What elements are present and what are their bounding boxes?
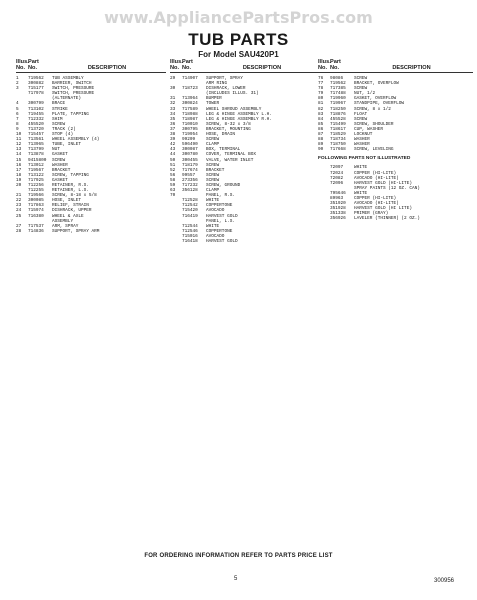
parts-row (318, 216, 473, 221)
part-description: BUMPER (206, 96, 222, 102)
part-description: CUP, WASHER (354, 126, 383, 132)
illus-number: 86 (318, 126, 324, 132)
header-part-no-label: No. (330, 65, 340, 71)
illus-number: 4 (16, 101, 19, 107)
header-part-no-label: No. (182, 65, 192, 71)
illus-number: 44 (170, 152, 176, 158)
part-description: SCREW, SHOULDER (354, 121, 394, 127)
part-description: SHIM (52, 116, 63, 122)
part-description: SCREW (354, 116, 368, 122)
part-number: 718250 (330, 106, 346, 112)
part-number: 718723 (182, 86, 198, 92)
part-description: BRACKET (52, 167, 71, 173)
part-description: BARRIER, SWITCH (52, 81, 92, 87)
model-subtitle: For Model SAU420P1 (198, 50, 279, 59)
part-description: NUT, 1/2 (354, 91, 376, 97)
illus-number: 81 (318, 101, 324, 107)
illus-number: 83 (318, 111, 324, 117)
part-number: 718750 (330, 142, 346, 148)
illus-number: 18 (16, 172, 22, 178)
part-description: CLAMP (206, 188, 220, 194)
header-description: DESCRIPTION (87, 65, 127, 71)
illus-number: 79 (318, 91, 324, 97)
header-illus-no (318, 59, 330, 71)
header-description: DESCRIPTION (242, 65, 282, 71)
illus-number: 82 (318, 106, 324, 112)
part-number: 717589 (182, 106, 198, 112)
part-number: 72082 (330, 175, 344, 181)
part-description: SCREW (206, 162, 220, 168)
part-description: SCREW (354, 86, 368, 92)
part-number: 596490 (182, 142, 198, 148)
part-description: STRIKE (52, 106, 68, 112)
part-description: NUT (52, 147, 60, 153)
part-number: 718617 (330, 126, 346, 132)
part-description: LEG & HINGE ASSEMBLY L.H. (206, 111, 272, 117)
part-description: SCREW, 8-32 x 3/8 (206, 121, 251, 127)
part-number: 714907 (182, 76, 198, 81)
illus-number: 30 (170, 86, 176, 92)
part-description: GASKET, OVERFLOW (354, 96, 397, 102)
illus-number: 34 (170, 111, 176, 117)
illus-number: 39 (170, 137, 176, 143)
column-header (16, 59, 166, 73)
header-part-no (330, 59, 350, 71)
not-illustrated-notice: FOLLOWING PARTS NOT ILLUSTRATED (318, 156, 411, 162)
ordering-note: FOR ORDERING INFORMATION REFER TO PARTS PRICE LIST (144, 553, 333, 559)
part-description: SWITCH, PRESSURE (52, 86, 95, 92)
part-number: 300799 (28, 101, 44, 107)
header-illus-no (16, 59, 28, 71)
part-number: 719562 (28, 76, 44, 81)
illus-number: 10 (16, 132, 22, 138)
illus-number: 15 (16, 157, 22, 163)
part-description: HARVEST GOLD (206, 239, 238, 244)
part-number: 712546 (182, 228, 198, 234)
part-description: WHITE (206, 198, 220, 204)
part-description: ARM RING (206, 81, 228, 87)
part-number: 713122 (28, 172, 44, 178)
part-number: 717232 (182, 182, 198, 188)
part-description: WASHER (354, 137, 370, 143)
part-number: 713561 (28, 137, 44, 143)
part-description: LAVELER (THINNER) (2 OZ.) (354, 216, 420, 222)
part-description: SCREW (52, 121, 66, 127)
part-description: COVER, TERMINAL BOX (206, 152, 257, 158)
illus-number: 77 (318, 81, 324, 87)
part-number: 72024 (330, 170, 344, 176)
part-description: CLAMP (206, 142, 220, 148)
header-description: DESCRIPTION (392, 65, 431, 71)
part-description: SPRAY PAINTS (12 OZ. CAN) (354, 185, 420, 191)
part-number: 717668 (330, 147, 346, 153)
part-description: VALVE, WATER INLET (206, 157, 254, 163)
parts-row (318, 147, 473, 152)
part-description: BRACKET, MOUNTING (206, 126, 251, 132)
part-number: 713964 (182, 96, 198, 102)
part-number: 455528 (330, 116, 346, 122)
illus-number: 6 (16, 111, 19, 117)
part-description: LEG & HINGE ASSEMBLY R.H. (206, 116, 272, 122)
illus-number: 85 (318, 121, 324, 127)
part-number: 717925 (28, 177, 44, 183)
part-description: ARM, SPRAY (52, 223, 79, 229)
document-code: 300956 (434, 578, 455, 584)
header-part-no (28, 59, 48, 71)
header-no-label: No. (16, 65, 26, 71)
part-description: GASKET (52, 152, 68, 158)
part-description: (INCLUDES ILLUS. 31) (206, 91, 259, 97)
part-description: WHEEL ASSEMBLY (4) (52, 137, 100, 143)
part-description: (ALTERNATE) (52, 96, 81, 102)
illus-number: 43 (170, 147, 176, 153)
part-description: PLATE, TAPPING (52, 111, 89, 117)
part-description: BRACE (52, 101, 66, 107)
part-description: HARVEST GOLD (HI-LITE) (354, 180, 412, 186)
page-title: TUB PARTS (188, 30, 289, 49)
part-number: 300795 (182, 126, 198, 132)
part-number: 715499 (330, 121, 346, 127)
illus-number: 13 (16, 147, 22, 153)
part-description: AVOCADO (206, 208, 225, 214)
parts-column-3 (318, 59, 473, 221)
illus-number: 63 (170, 188, 176, 194)
illus-number: 51 (170, 162, 176, 168)
part-description: SUPPORT, SPRAY ARM (52, 228, 100, 234)
part-number: 719960 (330, 96, 346, 102)
part-description: SCREW (206, 137, 220, 143)
illus-number: 23 (16, 203, 22, 209)
part-description: SCREW, 8-18 x 5/8 (52, 193, 97, 199)
part-description: SWITCH, PRESSURE (52, 91, 95, 97)
part-description: HOSE, INLET (52, 198, 81, 204)
illus-number: 9 (16, 126, 19, 132)
part-description: AVOCADO (206, 233, 225, 239)
part-description: TUB ASSEMBLY (52, 76, 84, 81)
part-number: 719954 (182, 132, 198, 138)
watermark: www.AppliancePartsPros.com (104, 8, 373, 27)
part-number: 710010 (182, 121, 198, 127)
part-description: SCREW (206, 172, 220, 178)
part-number: 717385 (330, 86, 346, 92)
part-number: 351928 (330, 206, 346, 212)
illus-number: 2 (16, 81, 19, 87)
part-number: 716419 (182, 213, 198, 219)
part-description: BRACKET (206, 167, 225, 173)
part-number: 718876 (330, 111, 346, 117)
part-description: SCREW, LEVELING (354, 147, 394, 153)
illus-number: 20 (16, 182, 22, 188)
part-description: STOP (4) (52, 132, 74, 138)
illus-number: 31 (170, 96, 176, 102)
part-number: 713799 (28, 147, 44, 153)
illus-number: 36 (170, 121, 176, 127)
header-part-label: Part (330, 59, 341, 65)
part-description: RELIEF, STRAIN (52, 203, 89, 209)
illus-number: 33 (170, 106, 176, 112)
illus-number: 90 (318, 147, 324, 153)
part-description: HARVEST GOLD (HI LITE) (354, 206, 412, 212)
illus-number: 42 (170, 142, 176, 148)
part-description: AVOCADO (HI-LITE) (354, 175, 399, 181)
part-number: 717978 (28, 91, 44, 97)
part-description: WHEEL & AXLE (52, 213, 84, 219)
part-number: 300087 (182, 147, 198, 153)
illus-number: 84 (318, 116, 324, 122)
part-description: SCREW, GROUND (206, 182, 241, 188)
part-number: 72096 (330, 180, 344, 186)
part-description: BOX, TERMINAL (206, 147, 241, 153)
part-description: RETAINER, L.S. (52, 188, 89, 194)
illus-number: 21 (16, 193, 22, 199)
part-number: 716418 (182, 239, 198, 244)
part-description: WHEEL SHROUD ASSEMBLY (206, 106, 262, 112)
part-number: 98086 (330, 76, 344, 81)
illus-number: 88 (318, 137, 324, 143)
illus-number: 25 (16, 213, 22, 219)
illus-number: 80 (318, 96, 324, 102)
illus-number: 78 (318, 86, 324, 92)
part-number: 99209 (182, 137, 196, 143)
illus-number: 29 (170, 76, 176, 81)
header-illus-label: Illus. (318, 59, 331, 65)
part-description: HARVEST GOLD (206, 213, 238, 219)
illus-number: 22 (16, 198, 22, 204)
part-description: WHITE (206, 223, 220, 229)
illus-number: 38 (170, 132, 176, 138)
part-description: SCREW, TAPPING (52, 172, 89, 178)
part-number: 719566 (28, 193, 44, 199)
part-number: 718179 (182, 162, 198, 168)
part-description: COPPERTONE (206, 228, 233, 234)
part-number: 89963 (330, 195, 344, 201)
part-description: SCREW, 8 x 1/2 (354, 106, 391, 112)
part-description: COPPERTONE (206, 203, 233, 209)
part-number: 712255 (28, 188, 44, 194)
part-number: 300085 (28, 198, 44, 204)
illus-number: 8 (16, 121, 19, 127)
illus-number: 28 (16, 228, 22, 234)
part-number: 713012 (28, 162, 44, 168)
part-description: FLOAT (354, 111, 368, 117)
illus-number: 12 (16, 142, 22, 148)
part-description: RETAINER, R.S. (52, 182, 89, 188)
part-description: BRACKET, OVERFLOW (354, 81, 399, 87)
part-description: DISHRACK, UPPER (52, 208, 92, 214)
illus-number: 52 (170, 167, 176, 173)
part-number: 300780 (182, 152, 198, 158)
part-number: 712528 (182, 198, 198, 204)
part-description: DISHRACK, LOWER (206, 86, 246, 92)
part-number: 9415800 (28, 157, 47, 163)
page-number: 5 (234, 576, 238, 582)
part-number: 717537 (28, 223, 44, 229)
part-description: ASSEMBLY (52, 218, 74, 224)
part-description: LOCKNUT (354, 132, 373, 138)
illus-number: 59 (170, 182, 176, 188)
part-number: 716380 (28, 213, 44, 219)
part-number: 455520 (28, 121, 44, 127)
illus-number: 16 (16, 162, 22, 168)
part-description: STANDPIPE, OVERFLOW (354, 101, 405, 107)
part-description: SUPPORT, SPRAY (206, 76, 243, 81)
illus-number: 11 (16, 137, 22, 143)
illus-number: 58 (170, 177, 176, 183)
illus-number: 5 (16, 106, 19, 112)
illus-number: 32 (170, 101, 176, 107)
illus-number: 76 (318, 76, 324, 81)
part-number: 356128 (182, 188, 198, 194)
parts-row (170, 239, 322, 244)
parts-column-2 (170, 59, 322, 244)
part-number: 795646 (330, 190, 346, 196)
part-number: 72097 (330, 165, 344, 171)
part-number: 713102 (28, 106, 44, 112)
part-number: 300882 (28, 81, 44, 87)
part-number: 713965 (28, 142, 44, 148)
header-illus-label: Illus. (170, 59, 183, 65)
illus-number: 87 (318, 132, 324, 138)
illus-number: 1 (16, 76, 19, 81)
part-description: WASHER (354, 142, 370, 148)
part-number: 712256 (28, 182, 44, 188)
illus-number: 24 (16, 208, 22, 214)
illus-number: 19 (16, 177, 22, 183)
header-part-no-label: No. (28, 65, 38, 71)
part-number: 714836 (28, 228, 44, 234)
header-no-label: No. (170, 65, 180, 71)
part-description: PRIMER (GRAY) (354, 211, 389, 217)
part-description: PANEL, R.S. (206, 193, 235, 199)
illus-number: 27 (16, 223, 22, 229)
part-number: 99557 (182, 172, 196, 178)
header-part-label: Part (182, 59, 193, 65)
part-description: SCREW (354, 76, 368, 81)
illus-number: 50 (170, 157, 176, 163)
illus-number: 89 (318, 142, 324, 148)
part-number: 715974 (28, 208, 44, 214)
column-header (318, 59, 473, 73)
part-number: 273356 (182, 177, 198, 183)
parts-column-1 (16, 59, 166, 234)
part-description: WHITE (354, 165, 368, 171)
part-description: WHITE (354, 190, 368, 196)
part-number: 300824 (182, 101, 198, 107)
part-number: 351338 (330, 211, 346, 217)
header-part-no (182, 59, 202, 71)
part-number: 715016 (182, 233, 198, 239)
part-number: 717488 (330, 91, 346, 97)
part-number: 712332 (28, 116, 44, 122)
part-number: 717674 (182, 167, 198, 173)
illus-number: 35 (170, 116, 176, 122)
part-number: 356926 (330, 216, 346, 222)
parts-row (16, 229, 166, 234)
part-description: PANEL, L.S. (206, 218, 235, 224)
part-number: 719562 (330, 81, 346, 87)
part-number: 717863 (28, 203, 44, 209)
part-number: 712542 (182, 203, 198, 209)
part-number: 718734 (330, 137, 346, 143)
header-no-label: No. (318, 65, 328, 71)
part-number: 715457 (28, 132, 44, 138)
part-number: 712544 (182, 223, 198, 229)
column-header (170, 59, 322, 73)
header-illus-no (170, 59, 182, 71)
illus-number: 7 (16, 116, 19, 122)
illus-number: 3 (16, 86, 19, 92)
part-description: TUBE, INLET (52, 142, 81, 148)
illus-number: 14 (16, 152, 22, 158)
part-description: COPPER (HI-LITE) (354, 195, 397, 201)
part-description: SCREW (52, 157, 66, 163)
part-number: 719967 (330, 101, 346, 107)
part-number: 719567 (28, 167, 44, 173)
part-number: 718988 (182, 111, 198, 117)
part-description: TRACK (2) (52, 126, 76, 132)
part-description: SCREW (206, 177, 220, 183)
part-description: AVOCADO (HI-LITE) (354, 201, 399, 207)
part-number: 713878 (28, 152, 44, 158)
part-number: 719455 (28, 111, 44, 117)
part-number: 351920 (330, 201, 346, 207)
illus-number: 37 (170, 126, 176, 132)
part-number: 718529 (330, 132, 346, 138)
part-description: GASKET (52, 177, 68, 183)
part-number: 715420 (182, 208, 198, 214)
part-number: 718987 (182, 116, 198, 122)
part-number: 300455 (182, 157, 198, 163)
header-part-label: Part (28, 59, 39, 65)
illus-number: 56 (170, 172, 176, 178)
part-description: COPPER (HI-LITE) (354, 170, 397, 176)
part-number: 713720 (28, 126, 44, 132)
illus-number (318, 216, 330, 221)
illus-number (170, 239, 182, 244)
header-illus-label: Illus. (16, 59, 29, 65)
part-description: WASHER (52, 162, 68, 168)
illus-number: 17 (16, 167, 22, 173)
part-description: TOWER (206, 101, 220, 107)
part-number: 715177 (28, 86, 44, 92)
illus-number: 70 (170, 193, 176, 199)
part-description: HOSE, DRAIN (206, 132, 235, 138)
